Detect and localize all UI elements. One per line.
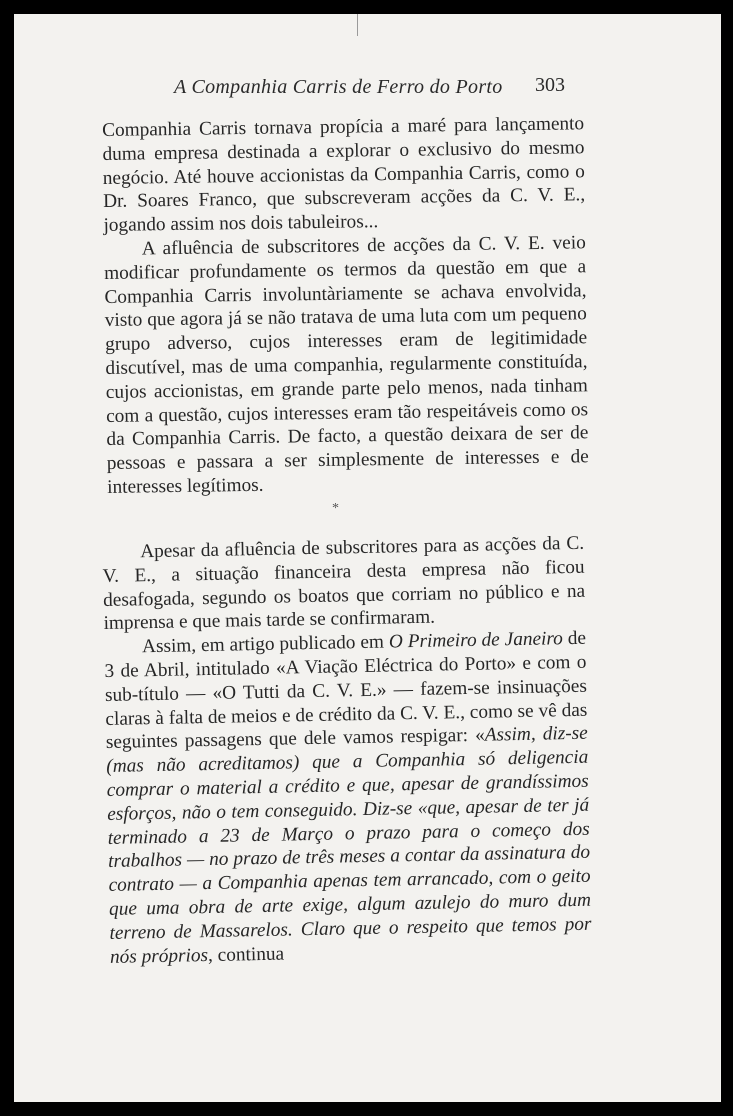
- paragraph: Apesar da afluência de subscritores para as acções da C. V. E., a situação financeira desta empresa não ficou desafogada, segundo os boatos que corriam no público e na imprensa e que mais tarde se confirmaram.: [102, 532, 586, 635]
- book-page: [14, 14, 721, 1102]
- paragraph: A afluência de subscritores de acções da C. V. E. veio modificar profundamente os termos da questão em que a Companhia Carris involuntàriamente se achava envolvida, visto que agora já se não tratava de uma luta com um pequeno grupo adverso, cujos interesses eram de legitimidade discutível, mas de uma companhia, regularmente constituída, cujos accionistas, em grande parte pelo menos, nada tinham com a questão, cujos interesses eram tão respeitáveis como os da Companhia Carris. De facto, a questão deixara de ser de pessoas e passara a ser simplesmente de interesses e de interesses legítimos.: [104, 232, 589, 498]
- paragraph: Companhia Carris tornava propícia a maré para lançamento duma empresa destinada a explorar o exclusivo do mesmo negócio. Até houve accionistas da Companhia Carris, como o Dr. Soares Franco, que subscreveram acções da C. V. E., jogando assim nos dois tabuleiros...: [102, 113, 586, 237]
- text-run: de 3 de Abril, intitulado «A Viação Eléctrica do Porto» e com o sub-título — «O Tutti da C. V. E.» — fazem-se insinuações claras à falta de meios e de crédito da C. V. E., como se vê das seguintes passagens que dele vamos respigar: «: [104, 627, 588, 754]
- paragraph: [104, 627, 592, 969]
- running-head: A Companhia Carris de Ferro do Porto: [174, 76, 503, 98]
- page-crease: [357, 14, 358, 36]
- text-run: Assim, em artigo publicado em: [141, 631, 390, 658]
- quoted-passage: Assim, diz-se (mas não acreditamos) que a Companhia só deligencia comprar o material a crédito e que, apesar de grandíssimos esforços, não o tem conseguido. Diz-se «que, apesar de ter já terminado a 23 de Março o prazo para o começo dos trabalhos — no prazo de três meses a contar da assinatura do contrato — a Companhia apenas tem arrancado, com o geito que uma obra de arte exige, algum azulejo do muro dum terreno de Massarelos. Claro que o respeito que temos por nós próprios: [106, 723, 592, 968]
- section-1: [102, 112, 589, 499]
- newspaper-title: O Primeiro de Janeiro: [388, 628, 564, 653]
- text-run: , continua: [207, 943, 285, 966]
- section-2: [102, 532, 592, 970]
- section-separator: *: [332, 501, 339, 516]
- page-number: 303: [535, 74, 565, 96]
